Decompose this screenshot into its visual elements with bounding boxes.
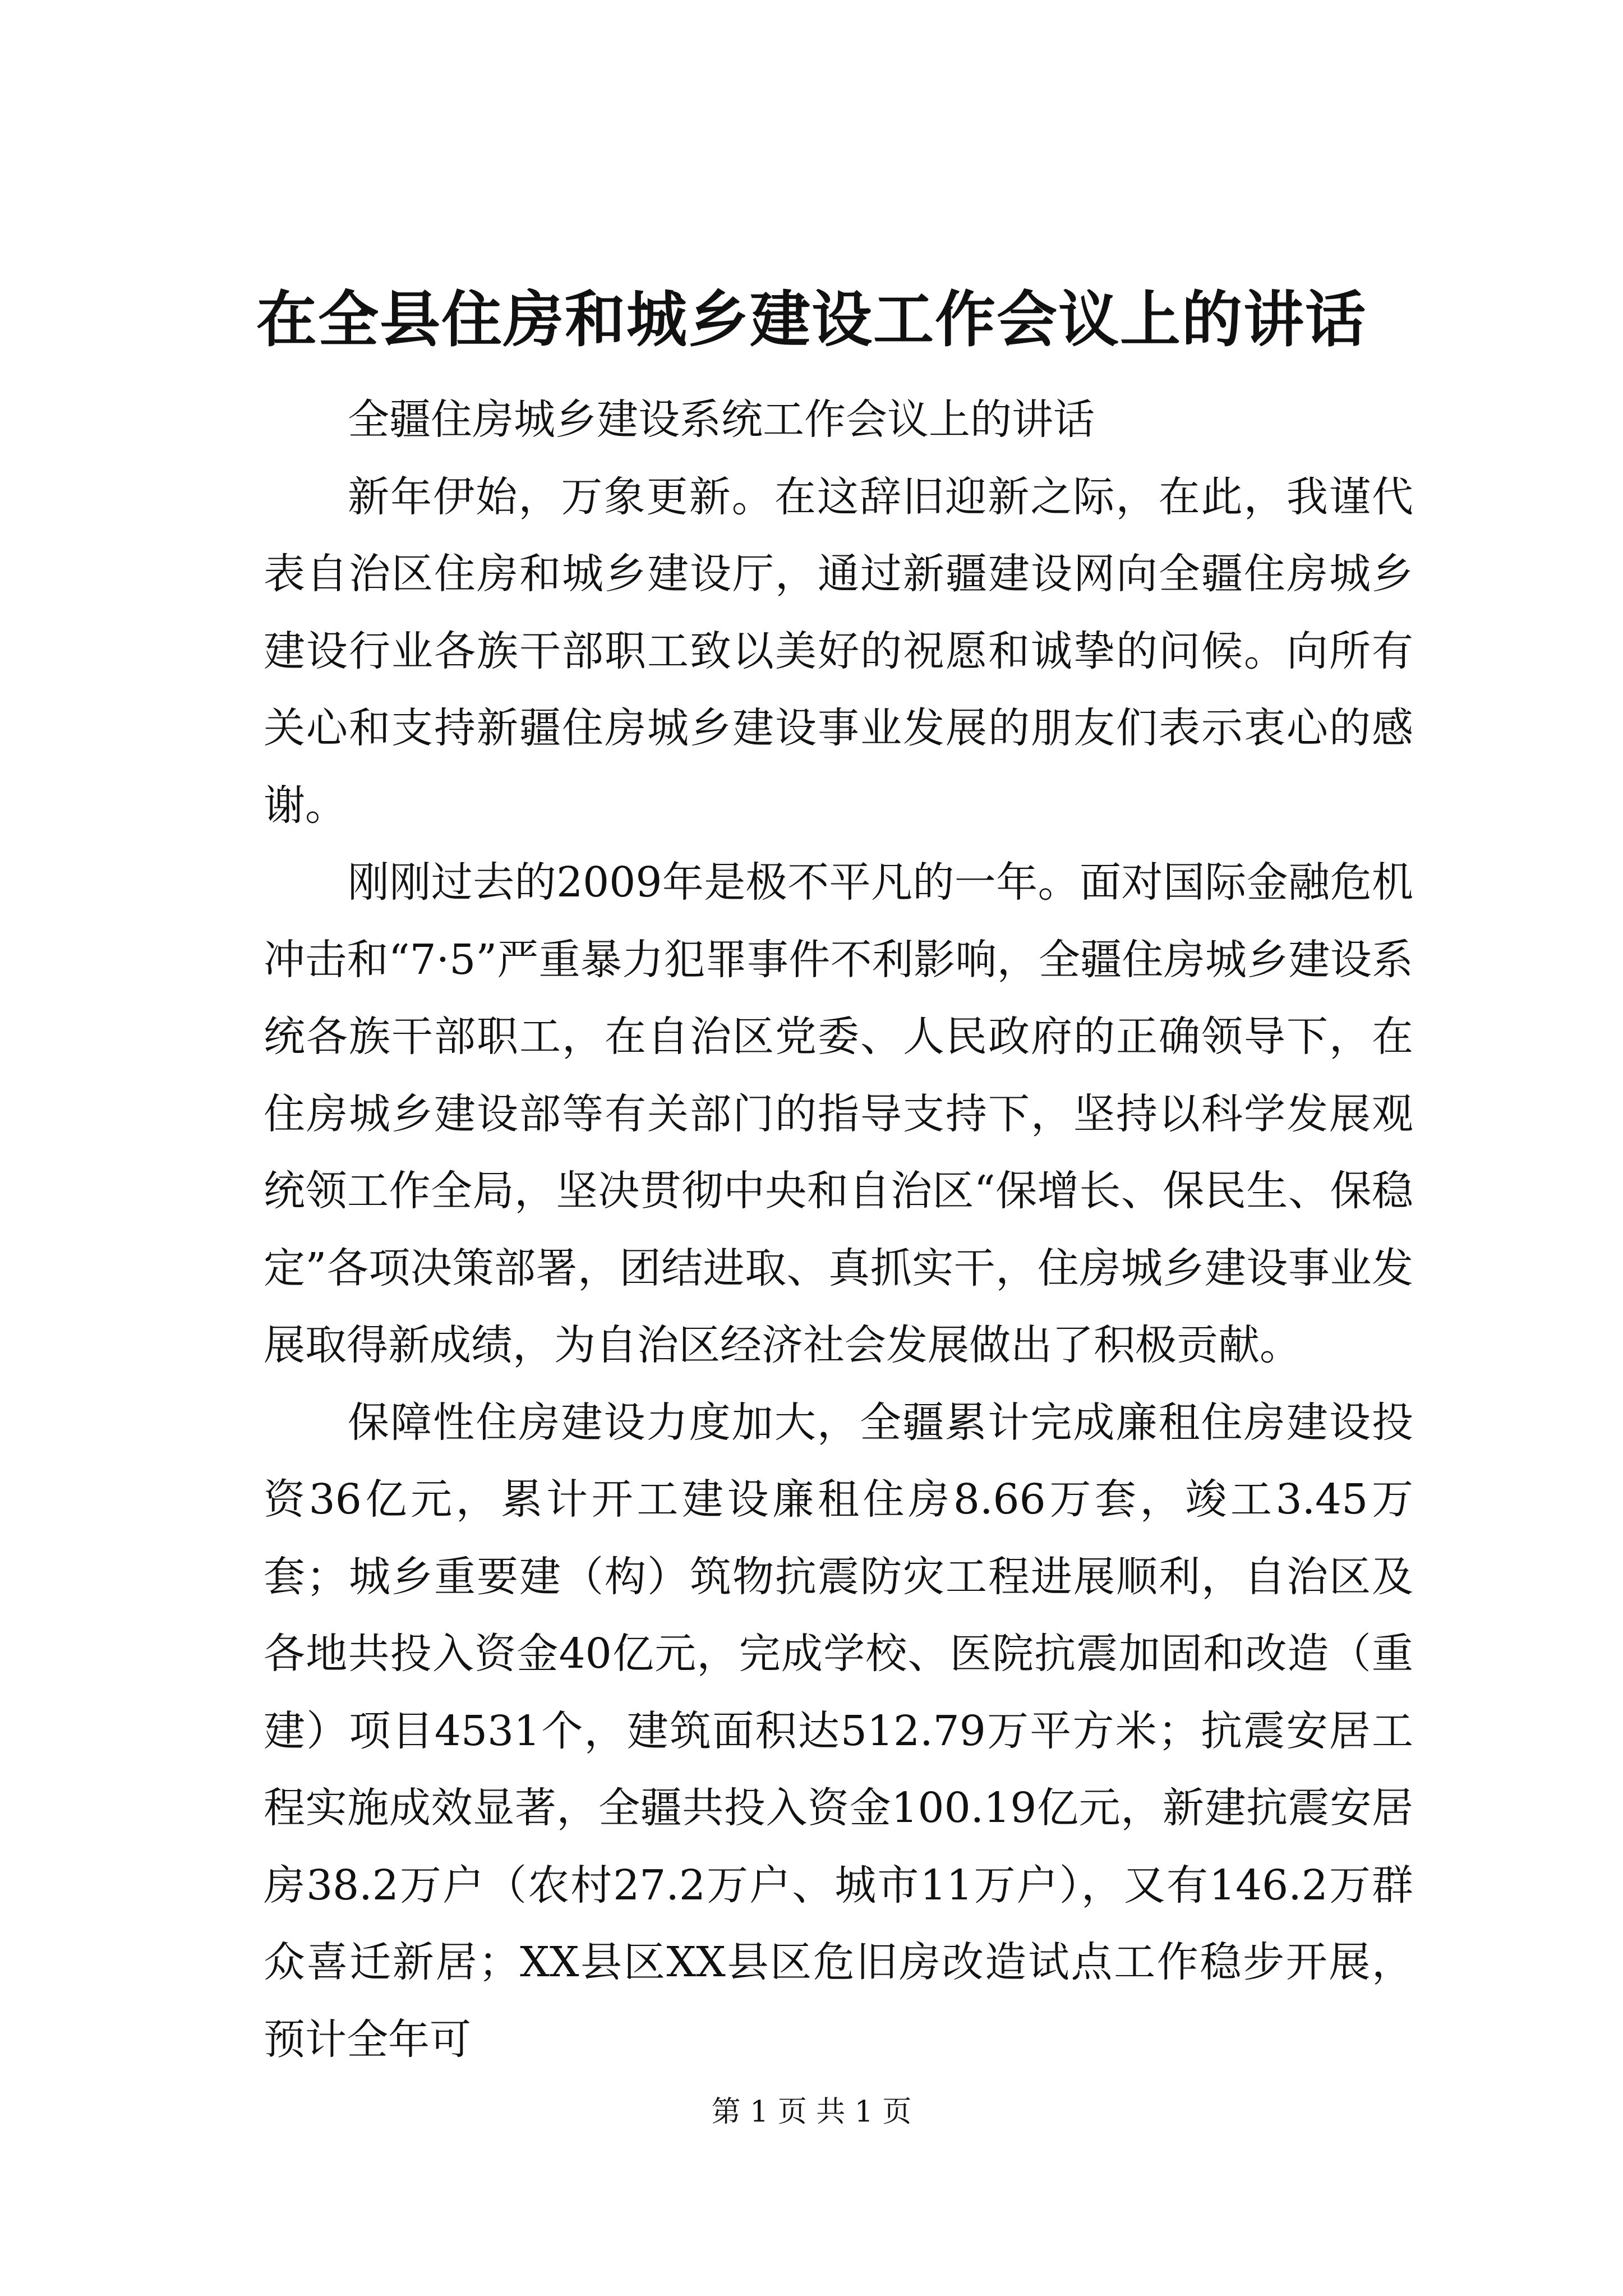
body-paragraph: 新年伊始，万象更新。在这辞旧迎新之际，在此，我谨代表自治区住房和城乡建设厅，通过新疆建设网向全疆住房城乡建设行业各族干部职工致以美好的祝愿和诚挚的问候。向所有关心和支持新疆住房城乡建设事业发展的朋友们表示衷心的感谢。	[264, 472, 1413, 830]
body-paragraph: 保障性住房建设力度加大，全疆累计完成廉租住房建设投资36亿元，累计开工建设廉租住房8.66万套，竣工3.45万套；城乡重要建（构）筑物抗震防灾工程进展顺利，自治区及各地共投入资金40亿元，完成学校、医院抗震加固和改造（重建）项目4531个，建筑面积达512.79万平方米；抗震安居工程实施成效显著，全疆共投入资金100.19亿元，新建抗震安居房38.2万户（农村27.2万户、城市11万户），又有146.2万群众喜迁新居；XX县区XX县区危旧房改造试点工作稳步开展，预计全年可	[264, 1398, 1413, 2064]
page-footer: 第 1 页 共 1 页	[711, 2095, 912, 2129]
body-paragraph: 刚刚过去的2009年是极不平凡的一年。面对国际金融危机冲击和“7·5”严重暴力犯罪事件不利影响，全疆住房城乡建设系统各族干部职工，在自治区党委、人民政府的正确领导下，在住房城乡建设部等有关部门的指导支持下，坚持以科学发展观统领工作全局，坚决贯彻中央和自治区“保增长、保民生、保稳定”各项决策部署，团结进取、真抓实干，住房城乡建设事业发展取得新成绩，为自治区经济社会发展做出了积极贡献。	[264, 858, 1413, 1369]
subtitle-paragraph: 全疆住房城乡建设系统工作会议上的讲话	[348, 395, 1095, 444]
document-body	[264, 381, 1413, 2078]
document-title: 在全县住房和城乡建设工作会议上的讲话	[256, 284, 1367, 355]
